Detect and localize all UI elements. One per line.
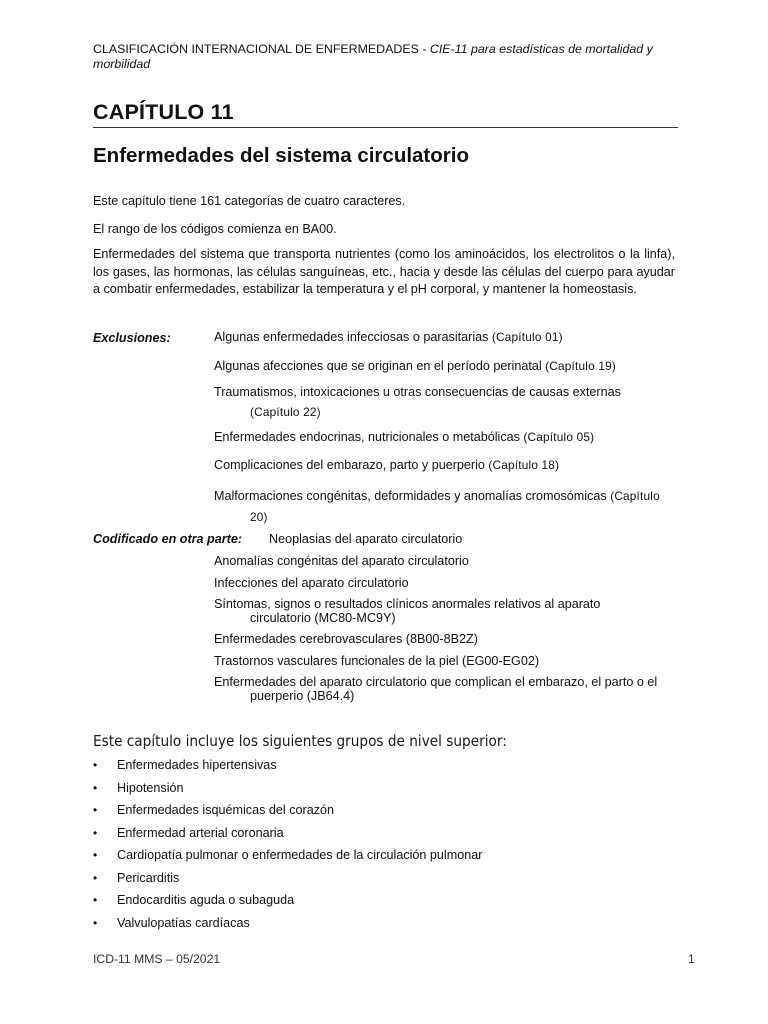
coded-item-text: Síntomas, signos o resultados clínicos anormales relativos al aparato: [214, 597, 601, 611]
exclusion-item: [214, 457, 684, 475]
exclusion-text: Algunas enfermedades infecciosas o parasitarias: [214, 330, 492, 344]
list-item-text: Pericarditis: [117, 870, 180, 885]
coded-elsewhere-label: Codificado en otra parte:: [93, 532, 243, 546]
exclusion-ref: (Capítulo 18): [488, 458, 560, 472]
list-item-text: Enfermedades isquémicas del corazón: [117, 803, 335, 817]
list-item-text: Hipotensión: [117, 780, 184, 795]
groups-heading: Este capítulo incluye los siguientes grupos de nivel superior:: [93, 732, 507, 750]
exclusion-ref: (Capítulo 19): [545, 359, 616, 373]
exclusion-ref-continued: 20): [250, 510, 268, 524]
header-subtitle: CIE-11 para estadísticas de mortalidad y morbilidad: [93, 42, 653, 71]
bullet-icon: •: [93, 893, 98, 907]
exclusion-item: [214, 358, 684, 376]
exclusion-text: Complicaciones del embarazo, parto y puerperio: [214, 458, 489, 472]
footer-version: ICD-11 MMS – 05/2021: [93, 952, 221, 966]
coded-item: Enfermedades cerebrovasculares (8B00-8B2Z): [214, 632, 478, 646]
page-number: 1: [688, 952, 695, 966]
exclusion-text: Malformaciones congénitas, deformidades y anomalías cromosómicas: [214, 489, 611, 503]
exclusion-ref: (Capítulo 05): [523, 430, 595, 444]
intro-description: Enfermedades del sistema que transporta nutrientes (como los aminoácidos, los electrolitos o la linfa), los gases, las hormonas, las células sanguíneas, etc., hacia y desde las células del cuerpo para ayudar a combatir enfermedades, estabilizar la temperatura y el pH corporal, y mantener la homeostasis.: [93, 247, 675, 296]
exclusion-ref: (Capítulo 01): [491, 330, 563, 344]
bullet-icon: •: [93, 915, 98, 930]
exclusion-text: Algunas afecciones que se originan en el período perinatal: [214, 359, 546, 373]
bullet-icon: •: [93, 870, 98, 885]
coded-item-text: Enfermedades del aparato circulatorio que complican el embarazo, el parto o el: [214, 675, 658, 689]
list-item-text: Enfermedades hipertensivas: [117, 758, 277, 772]
intro-range: El rango de los códigos comienza en BA00.: [93, 222, 337, 236]
coded-item: [214, 675, 684, 703]
list-item-text: Enfermedad arterial coronaria: [117, 825, 284, 840]
coded-item: [214, 597, 684, 625]
exclusions-label: Exclusiones:: [93, 331, 171, 345]
exclusion-ref: (Capítulo: [610, 489, 660, 503]
header-org-text: CLASIFICACIÓN INTERNACIONAL DE ENFERMEDADES -: [93, 42, 430, 56]
coded-item-continued: circulatorio (MC80-MC9Y): [250, 611, 396, 625]
bullet-icon: •: [93, 803, 98, 817]
list-item-text: Endocarditis aguda o subaguda: [117, 893, 295, 907]
exclusion-item: [214, 382, 684, 422]
chapter-title: Enfermedades del sistema circulatorio: [93, 144, 469, 167]
bullet-icon: •: [93, 825, 98, 840]
exclusion-item: [214, 329, 684, 347]
exclusion-text: Enfermedades endocrinas, nutricionales o metabólicas: [214, 430, 524, 444]
coded-item: Infecciones del aparato circulatorio: [214, 576, 409, 590]
coded-item: Anomalías congénitas del aparato circulatorio: [214, 554, 469, 568]
list-item-text: Cardiopatía pulmonar o enfermedades de la circulación pulmonar: [117, 848, 483, 862]
exclusion-ref: (Capítulo 22): [250, 405, 321, 419]
exclusion-item: [214, 486, 684, 528]
chapter-divider: [93, 127, 678, 128]
coded-item: Neoplasias del aparato circulatorio: [269, 532, 463, 546]
exclusion-item: [214, 429, 684, 447]
intro-categories: Este capítulo tiene 161 categorías de cuatro caracteres.: [93, 194, 406, 208]
bullet-icon: •: [93, 848, 98, 862]
bullet-icon: •: [93, 758, 98, 772]
running-header: [93, 42, 683, 72]
bullet-icon: •: [93, 780, 98, 795]
chapter-number: CAPÍTULO 11: [93, 100, 234, 124]
list-item-text: Valvulopatías cardíacas: [117, 915, 250, 930]
coded-item-continued: puerperio (JB64.4): [250, 689, 355, 703]
coded-item: Trastornos vasculares funcionales de la piel (EG00-EG02): [214, 654, 540, 668]
exclusion-text: Traumatismos, intoxicaciones u otras consecuencias de causas externas: [214, 385, 621, 399]
